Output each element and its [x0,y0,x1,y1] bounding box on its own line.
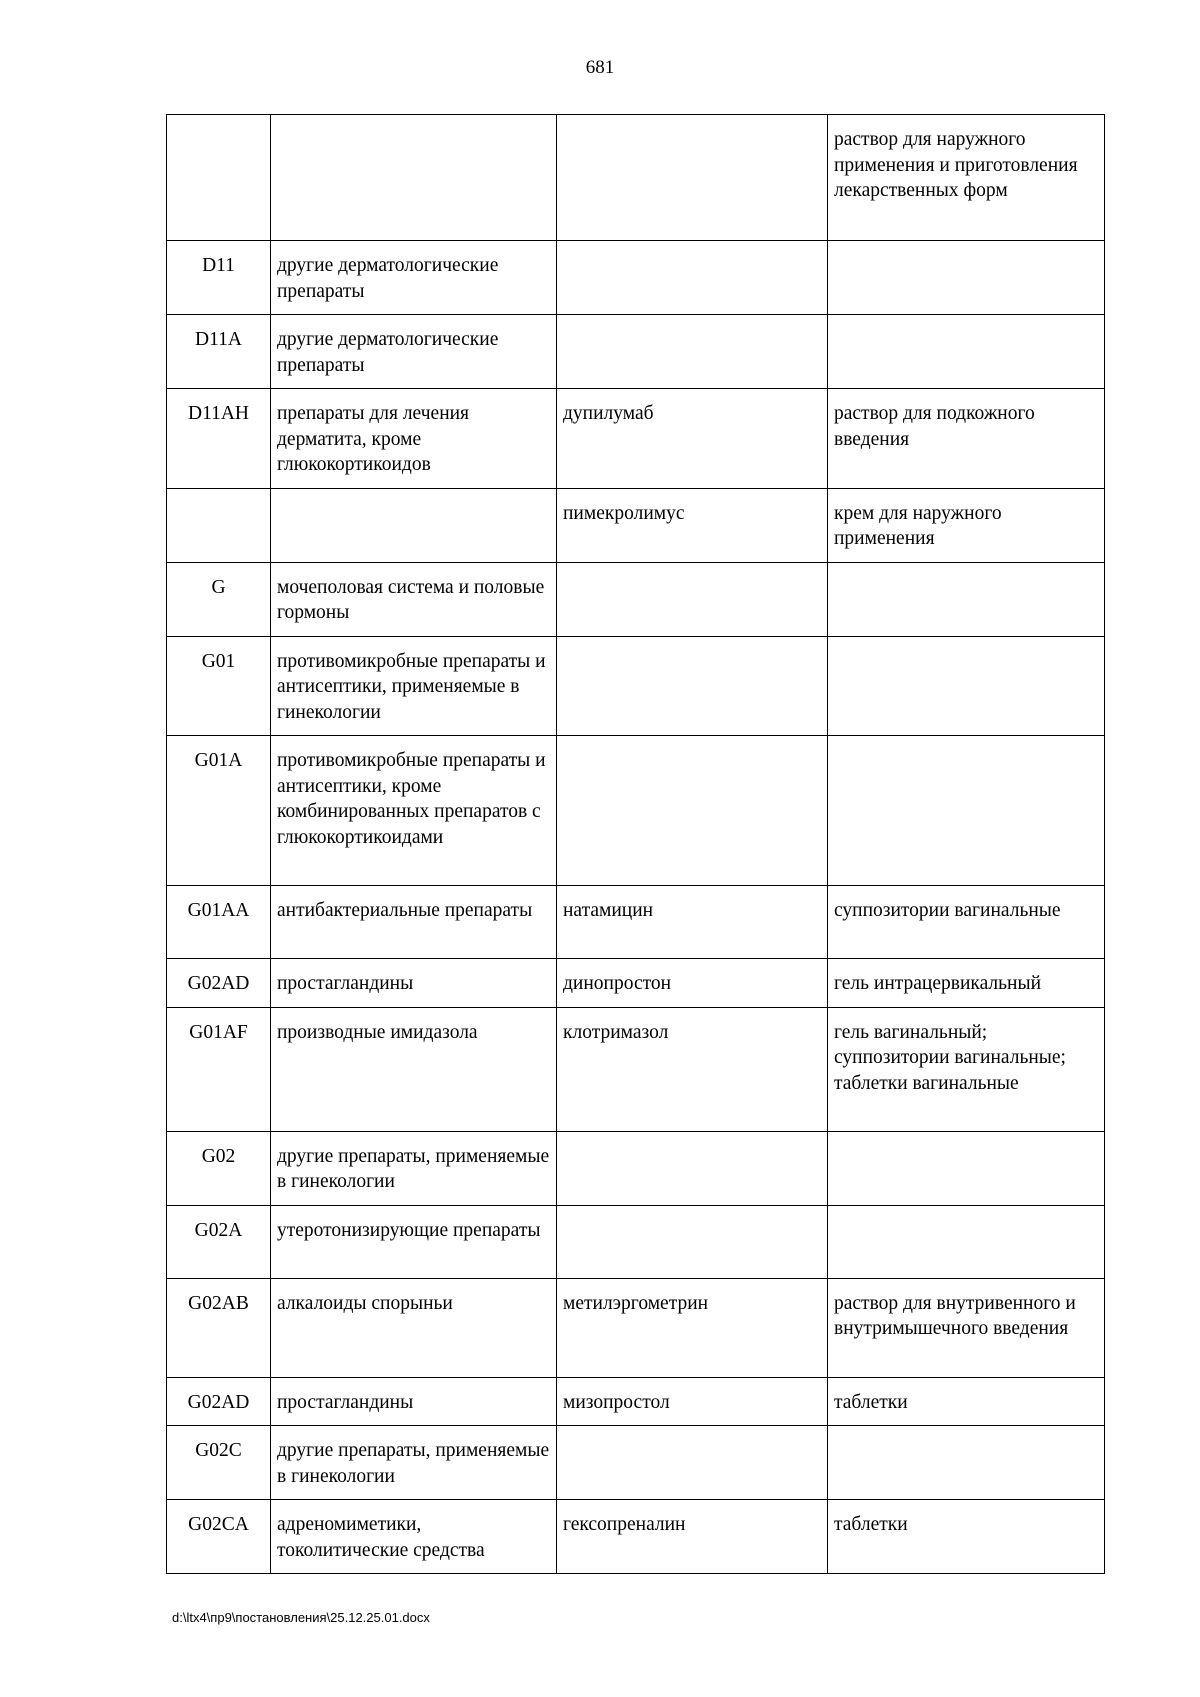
inn-cell: метилэргометрин [557,1278,828,1377]
table-row [167,1205,1105,1278]
inn-cell [557,736,828,886]
atc-group-name-cell: противомикробные препараты и антисептики, кроме комбинированных препаратов с глюкокортикоидами [271,736,557,886]
table-row [167,241,1105,315]
atc-group-name-cell: производные имидазола [271,1007,557,1131]
inn-cell: клотримазол [557,1007,828,1131]
dosage-form-cell: раствор для наружного применения и приготовления лекарственных форм [828,115,1105,241]
atc-code-cell [167,488,271,562]
atc-group-name-cell: простагландины [271,959,557,1008]
atc-group-name-cell: другие дерматологические препараты [271,241,557,315]
footer-file-path: d:\ltx4\пр9\постановления\25.12.25.01.docx [172,1610,430,1625]
dosage-form-cell: раствор для подкожного введения [828,389,1105,489]
atc-code-cell [167,115,271,241]
table-row [167,1500,1105,1574]
table-row [167,636,1105,736]
atc-code-cell: G01AF [167,1007,271,1131]
dosage-form-cell: гель вагинальный; суппозитории вагинальные; таблетки вагинальные [828,1007,1105,1131]
atc-group-name-cell: антибактериальные препараты [271,886,557,959]
atc-code-cell: G02C [167,1426,271,1500]
dosage-form-cell [828,562,1105,636]
atc-code-cell: G02CA [167,1500,271,1574]
dosage-form-cell: таблетки [828,1500,1105,1574]
inn-cell [557,1131,828,1205]
atc-group-name-cell: простагландины [271,1377,557,1426]
atc-group-name-cell: противомикробные препараты и антисептики, применяемые в гинекологии [271,636,557,736]
dosage-form-cell [828,1426,1105,1500]
atc-code-cell: G02A [167,1205,271,1278]
atc-code-cell: G02AD [167,1377,271,1426]
table-row [167,1131,1105,1205]
inn-cell: натамицин [557,886,828,959]
atc-code-cell: G01 [167,636,271,736]
atc-group-name-cell: препараты для лечения дерматита, кроме глюкокортикоидов [271,389,557,489]
inn-cell [557,315,828,389]
atc-group-name-cell: другие препараты, применяемые в гинекологии [271,1131,557,1205]
dosage-form-cell: крем для наружного применения [828,488,1105,562]
table-row [167,488,1105,562]
dosage-form-cell: гель интрацервикальный [828,959,1105,1008]
inn-cell: пимекролимус [557,488,828,562]
dosage-form-cell [828,315,1105,389]
atc-code-cell: G02 [167,1131,271,1205]
atc-group-name-cell: адреномиметики, токолитические средства [271,1500,557,1574]
table-row [167,886,1105,959]
table-row [167,1278,1105,1377]
page-number: 681 [585,57,615,78]
table-row [167,562,1105,636]
table-row [167,959,1105,1008]
dosage-form-cell [828,636,1105,736]
atc-group-name-cell: алкалоиды спорыньи [271,1278,557,1377]
table-row [167,1007,1105,1131]
table-row [167,1377,1105,1426]
atc-code-cell: G02AB [167,1278,271,1377]
dosage-form-cell [828,736,1105,886]
table-row [167,115,1105,241]
inn-cell: мизопростол [557,1377,828,1426]
atc-group-name-cell: другие дерматологические препараты [271,315,557,389]
dosage-form-cell: раствор для внутривенного и внутримышечного введения [828,1278,1105,1377]
inn-cell [557,1205,828,1278]
inn-cell: гексопреналин [557,1500,828,1574]
atc-code-cell: D11AH [167,389,271,489]
atc-code-cell: G02AD [167,959,271,1008]
inn-cell: динопростон [557,959,828,1008]
table-row [167,736,1105,886]
dosage-form-cell: таблетки [828,1377,1105,1426]
inn-cell [557,636,828,736]
inn-cell [557,1426,828,1500]
inn-cell [557,115,828,241]
atc-group-name-cell [271,488,557,562]
atc-group-name-cell: другие препараты, применяемые в гинекологии [271,1426,557,1500]
atc-group-name-cell: мочеполовая система и половые гормоны [271,562,557,636]
dosage-form-cell [828,1205,1105,1278]
atc-code-cell: G01A [167,736,271,886]
table-row [167,389,1105,489]
atc-code-cell: G [167,562,271,636]
atc-code-cell: D11 [167,241,271,315]
inn-cell [557,562,828,636]
table-row [167,315,1105,389]
atc-code-cell: G01AA [167,886,271,959]
inn-cell [557,241,828,315]
atc-group-name-cell: утеротонизирующие препараты [271,1205,557,1278]
atc-group-name-cell [271,115,557,241]
dosage-form-cell [828,1131,1105,1205]
inn-cell: дупилумаб [557,389,828,489]
atc-table [166,114,1105,1574]
atc-table-body [167,115,1105,1574]
atc-code-cell: D11A [167,315,271,389]
dosage-form-cell: суппозитории вагинальные [828,886,1105,959]
dosage-form-cell [828,241,1105,315]
table-row [167,1426,1105,1500]
